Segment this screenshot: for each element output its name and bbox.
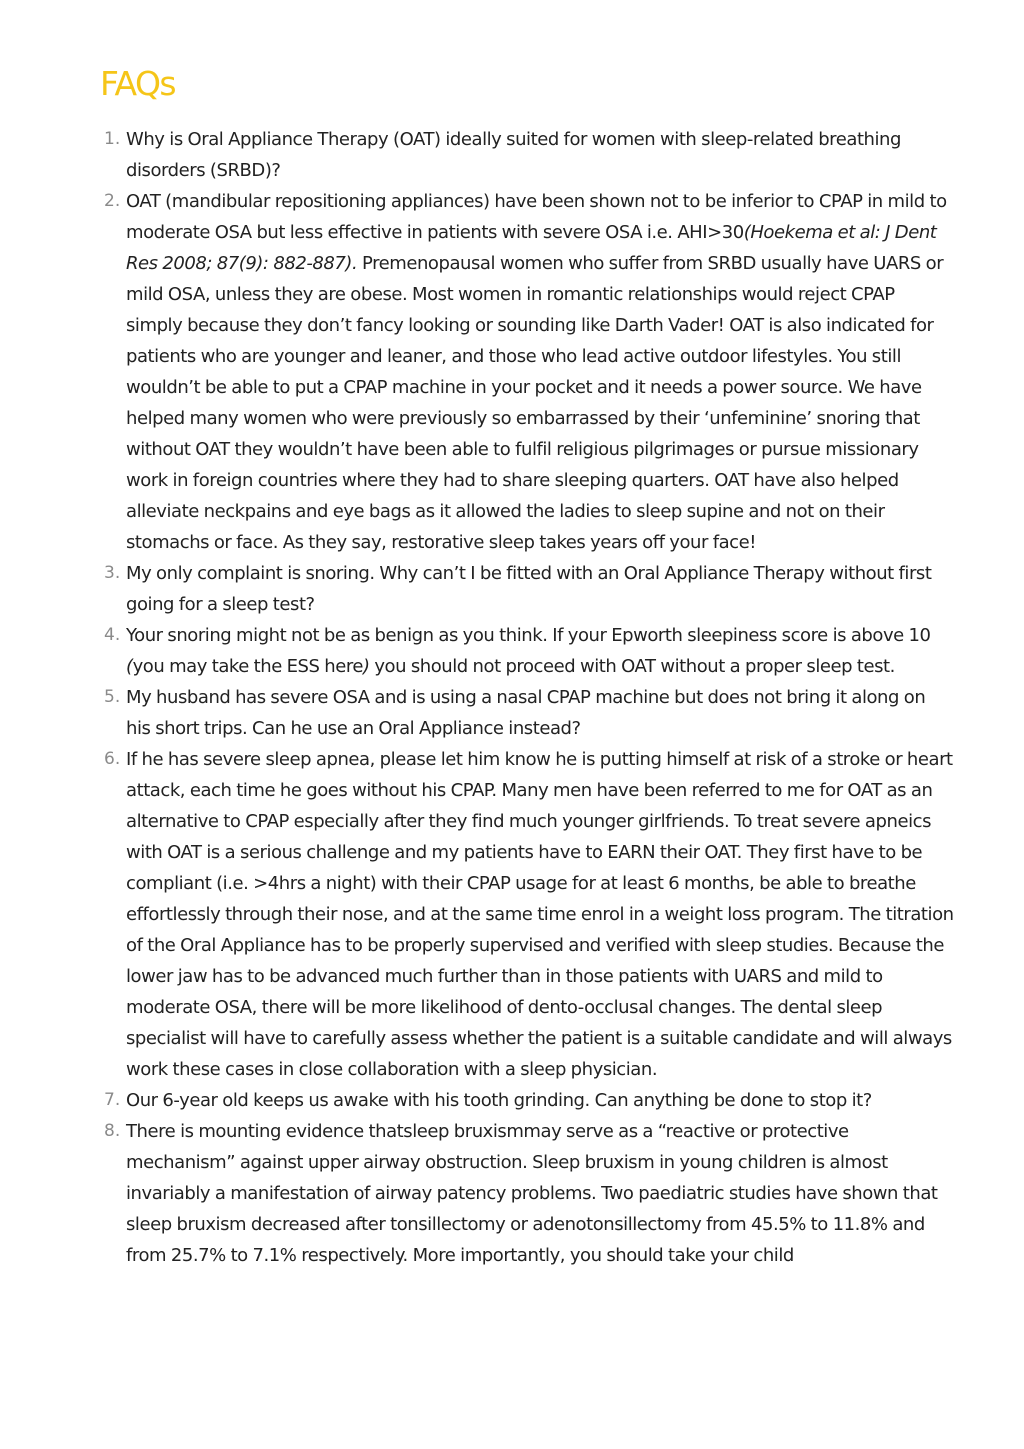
- faq-item-2: [0, 186, 954, 558]
- faq-question-text: Why is Oral Appliance Therapy (OAT) ideally suited for women with sleep-related breathing disorders (SRBD)?: [126, 129, 901, 181]
- faq-question-text: Our 6-year old keeps us awake with his tooth grinding. Can anything be done to stop it?: [126, 1090, 872, 1111]
- answer-text-part: Your snoring might not be as benign as you think. If your Epworth sleepiness score is above 10: [126, 625, 931, 646]
- faq-list: [0, 124, 1024, 1271]
- answer-text-part: you should not proceed with OAT without a proper sleep test.: [369, 656, 895, 677]
- faq-answer-text: If he has severe sleep apnea, please let him know he is putting himself at risk of a stroke or heart attack, each time he goes without his CPAP. Many men have been referred to me for OAT as an alternative to CPAP especially after they find much younger girlfriends. To treat severe apneics with OAT is a serious challenge and my patients have to EARN their OAT. They first have to be compliant (i.e. >4hrs a night) with their CPAP usage for at least 6 months, be able to breathe effortlessly through their nose, and at the same time enrol in a weight loss program. The titration of the Oral Appliance has to be properly supervised and verified with sleep studies. Because the lower jaw has to be advanced much further than in those patients with UARS and mild to moderate OSA, there will be more likelihood of dento-occlusal changes. The dental sleep specialist will have to carefully assess whether the patient is a suitable candidate and will always work these cases in close collaboration with a sleep physician.: [126, 749, 954, 1080]
- faq-question-text: My husband has severe OSA and is using a nasal CPAP machine but does not bring it along on his short trips. Can he use an Oral Appliance instead?: [126, 687, 926, 739]
- paren-close: ): [363, 656, 370, 677]
- faq-item-8: [0, 1116, 954, 1271]
- faq-question-text: My only complaint is snoring. Why can’t I be fitted with an Oral Appliance Therapy without first going for a sleep test?: [126, 563, 932, 615]
- faq-item-6: [0, 744, 954, 1085]
- faq-answer-text: [126, 191, 947, 553]
- page-title: FAQs: [100, 64, 176, 103]
- faq-item-5: [0, 682, 954, 744]
- citation: (Hoekema et al: J Dent Res 2008; 87(9): 882-887).: [126, 222, 937, 274]
- list-number: 2.: [104, 191, 121, 211]
- list-number: 8.: [104, 1121, 121, 1141]
- faq-item-3: [0, 558, 954, 620]
- faq-item-4: [0, 620, 954, 682]
- faq-item-1: [0, 124, 954, 186]
- list-number: 1.: [104, 129, 121, 149]
- list-number: 3.: [104, 563, 121, 583]
- list-number: 4.: [104, 625, 121, 645]
- answer-text-part: OAT (mandibular repositioning appliances) have been shown not to be inferior to CPAP in mild to moderate OSA but less effective in patients with severe OSA i.e. AHI>30: [126, 191, 947, 243]
- answer-text-part: Premenopausal women who suffer from SRBD usually have UARS or mild OSA, unless they are obese. Most women in romantic relationships would reject CPAP simply because they don’t fancy looking or sounding like Darth Vader! OAT is also indicated for patients who are younger and leaner, and those who lead active outdoor lifestyles. You still wouldn’t be able to put a CPAP machine in your pocket and it needs a power source. We have helped many women who were previously so embarrassed by their ‘unfeminine’ snoring that without OAT they wouldn’t have been able to fulfil religious pilgrimages or pursue missionary work in foreign countries where they had to share sleeping quarters. OAT have also helped alleviate neckpains and eye bags as it allowed the ladies to sleep supine and not on their stomachs or face. As they say, restorative sleep takes years off your face!: [126, 253, 944, 553]
- faq-answer-text: [126, 625, 931, 677]
- list-number: 5.: [104, 687, 121, 707]
- ess-link-text[interactable]: you may take the ESS here: [132, 656, 363, 677]
- list-number: 7.: [104, 1090, 121, 1110]
- paren-open: (: [126, 656, 133, 677]
- faq-answer-text: There is mounting evidence thatsleep bruxismmay serve as a “reactive or protective mechanism” against upper airway obstruction. Sleep bruxism in young children is almost invariably a manifestation of airway patency problems. Two paediatric studies have shown that sleep bruxism decreased after tonsillectomy or adenotonsillectomy from 45.5% to 11.8% and from 25.7% to 7.1% respectively. More importantly, you should take your child: [126, 1121, 938, 1266]
- list-number: 6.: [104, 749, 121, 769]
- faq-item-7: [0, 1085, 954, 1116]
